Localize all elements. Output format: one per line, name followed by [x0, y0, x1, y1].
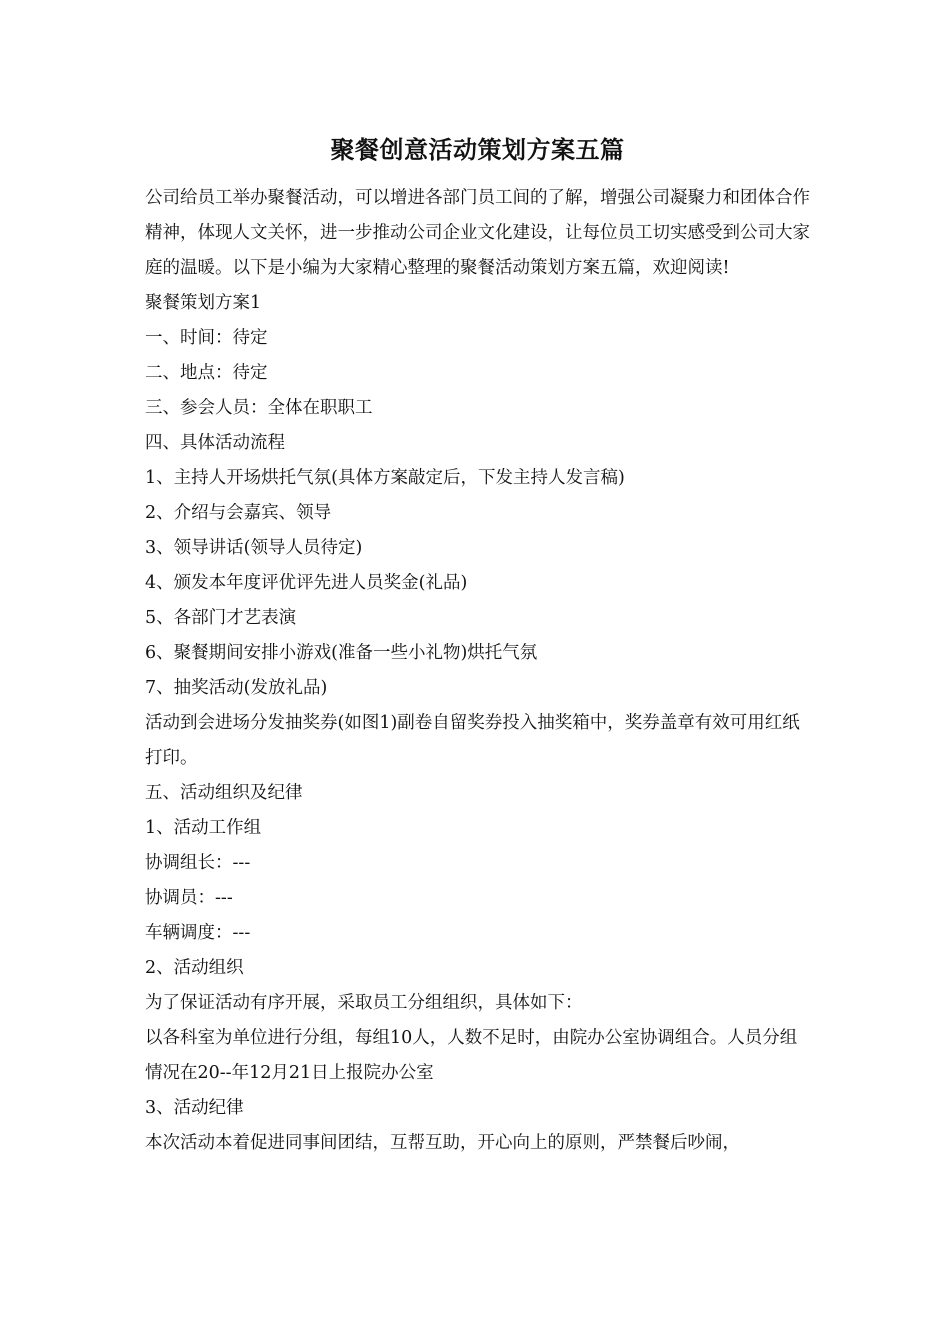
grouping-intro: 为了保证活动有序开展，采取员工分组组织，具体如下：: [145, 993, 583, 1013]
section-time: 一、时间：待定: [145, 328, 268, 348]
process-item-6: 6、聚餐期间安排小游戏(准备一些小礼物)烘托气氛: [145, 643, 538, 663]
process-item-7: 7、抽奖活动(发放礼品): [145, 678, 328, 698]
plan-heading: 聚餐策划方案1: [145, 293, 262, 313]
discipline-paragraph: 本次活动本着促进同事间团结，互帮互助，开心向上的原则，严禁餐后吵闹，: [145, 1133, 740, 1153]
document-page: [145, 126, 810, 1161]
process-item-5: 5、各部门才艺表演: [145, 608, 297, 628]
section-process-heading: 四、具体活动流程: [145, 433, 285, 453]
process-item-1: 1、主持人开场烘托气氛(具体方案敲定后，下发主持人发言稿): [145, 468, 625, 488]
intro-paragraph: 公司给员工举办聚餐活动，可以增进各部门员工间的了解，增强公司凝聚力和团体合作精神，体现人文关怀，进一步推动公司企业文化建设，让每位员工切实感受到公司大家庭的温暖。以下是小编为大家精心整理的聚餐活动策划方案五篇，欢迎阅读!: [145, 188, 810, 278]
vehicle-dispatch: 车辆调度：---: [145, 923, 251, 943]
coordinator: 协调员：---: [145, 888, 233, 908]
section-location: 二、地点：待定: [145, 363, 268, 383]
process-item-2: 2、介绍与会嘉宾、领导: [145, 503, 332, 523]
process-item-3: 3、领导讲话(领导人员待定): [145, 538, 363, 558]
section-attendees: 三、参会人员：全体在职职工: [145, 398, 373, 418]
grouping-details: 以各科室为单位进行分组，每组10人，人数不足时，由院办公室协调组合。人员分组情况在20--年12月21日上报院办公室: [145, 1028, 798, 1083]
lottery-paragraph: 活动到会进场分发抽奖券(如图1)副卷自留奖券投入抽奖箱中，奖券盖章有效可用红纸打印。: [145, 713, 800, 768]
coordinator-leader: 协调组长：---: [145, 853, 251, 873]
org-item-organization: 2、活动组织: [145, 958, 244, 978]
process-item-4: 4、颁发本年度评优评先进人员奖金(礼品): [145, 573, 468, 593]
document-title: 聚餐创意活动策划方案五篇: [330, 135, 625, 164]
section-organization-heading: 五、活动组织及纪律: [145, 783, 303, 803]
org-item-discipline: 3、活动纪律: [145, 1098, 244, 1118]
org-item-work-group: 1、活动工作组: [145, 818, 262, 838]
